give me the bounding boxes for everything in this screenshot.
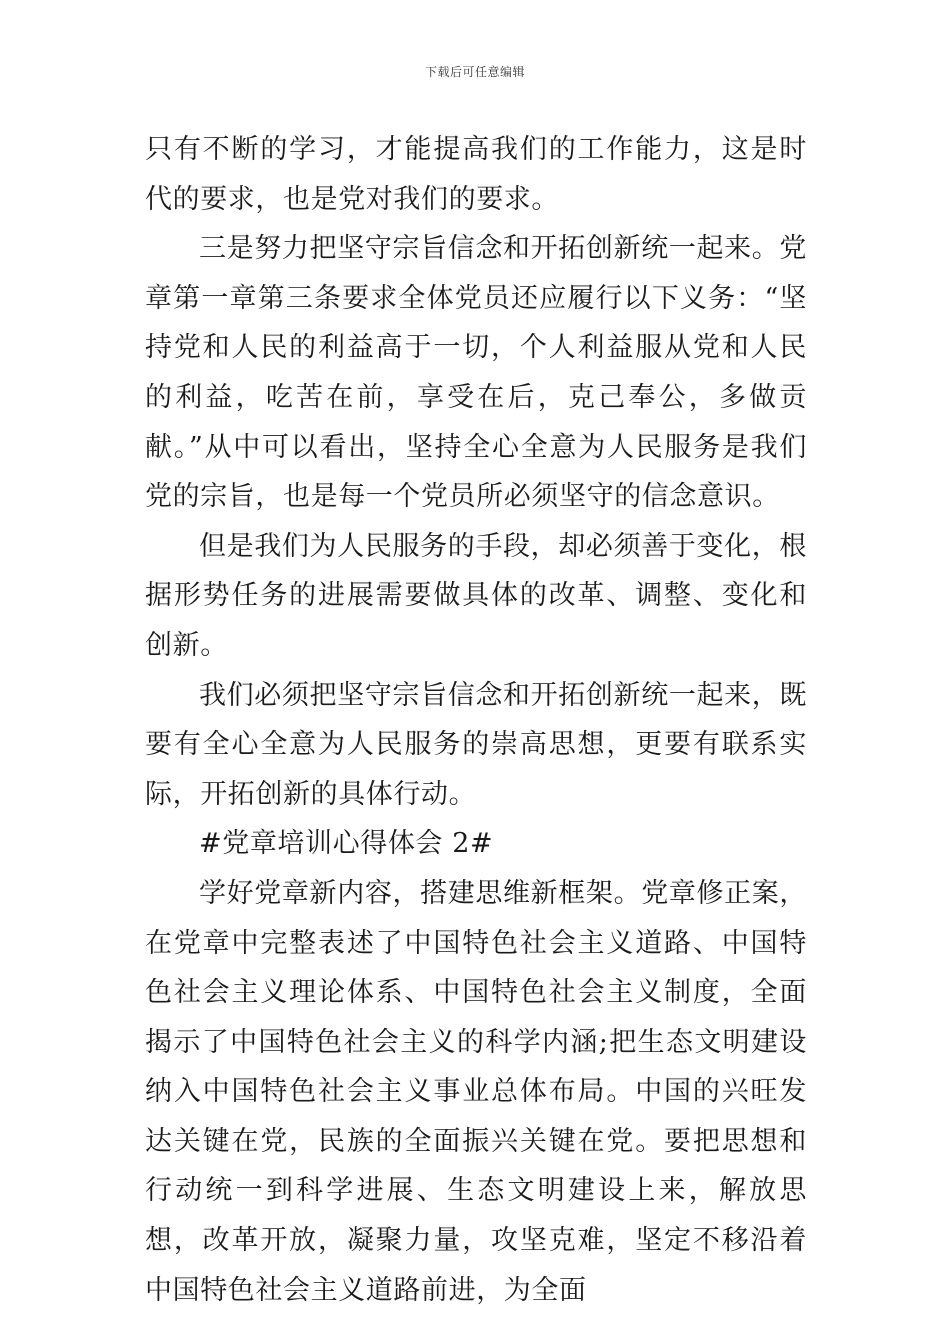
paragraph-section-three: 三是努力把坚守宗旨信念和开拓创新统一起来。党章第一章第三条要求全体党员还应履行以下义务：“坚持党和人民的利益高于一切，个人利益服从党和人民的利益，吃苦在前，享受在后，克己奉公，多做贡献。”从中可以看出，坚持全心全意为人民服务是我们党的宗旨，也是每一个党员所必须坚守的信念意识。 xyxy=(145,233,807,513)
paragraph-continuation: 只有不断的学习，才能提高我们的工作能力，这是时代的要求，也是党对我们的要求。 xyxy=(145,134,807,215)
document-body xyxy=(145,125,807,1315)
paragraph-service-means: 但是我们为人民服务的手段，却必须善于变化，根据形势任务的进展需要做具体的改革、调整、变化和创新。 xyxy=(145,530,807,661)
paragraph-unify: 我们必须把坚守宗旨信念和开拓创新统一起来，既要有全心全意为人民服务的崇高思想，更要有联系实际，开拓创新的具体行动。 xyxy=(145,679,807,810)
paragraph-new-content: 学好党章新内容，搭建思维新框架。党章修正案，在党章中完整表述了中国特色社会主义道路、中国特色社会主义理论体系、中国特色社会主义制度，全面揭示了中国特色社会主义的科学内涵;把生态文明建设纳入中国特色社会主义事业总体布局。中国的兴旺发达关键在党，民族的全面振兴关键在党。要把思想和行动统一到科学进展、生态文明建设上来，解放思想，改革开放，凝聚力量，攻坚克难，坚定不移沿着中国特色社会主义道路前进，为全面 xyxy=(145,877,807,1306)
page-header-note: 下载后可任意编辑 xyxy=(424,65,525,79)
section-heading: #党章培训心得体会 2# xyxy=(199,828,494,860)
